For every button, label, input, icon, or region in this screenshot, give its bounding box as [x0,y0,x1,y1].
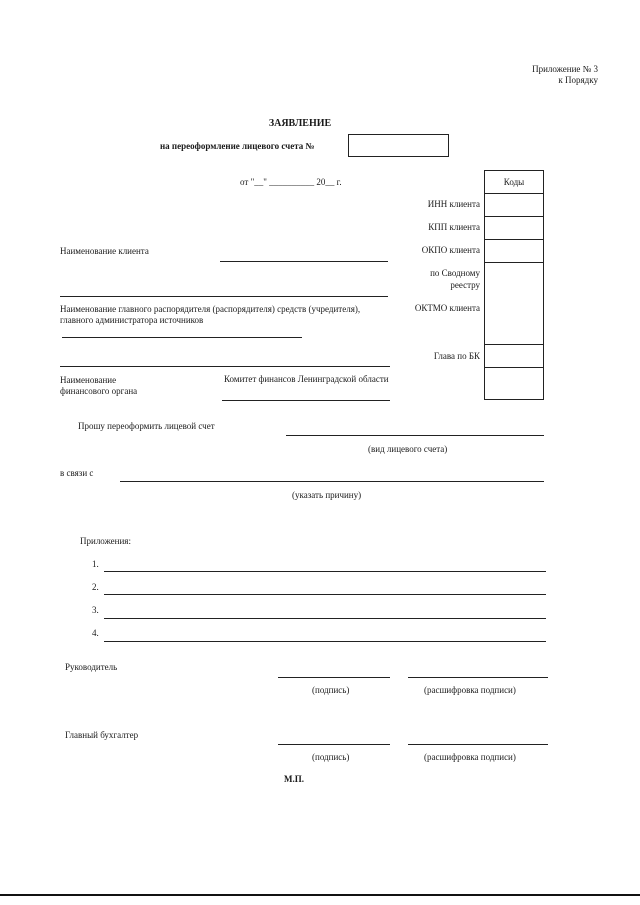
label-inn: ИНН клиента [427,199,480,209]
appendix-number: Приложение № 3 [532,64,598,74]
client-name-line[interactable] [220,261,388,262]
accountant-decode-line[interactable] [408,744,548,745]
fin-organ-value: Комитет финансов Ленинградской области [224,374,389,384]
reason-line[interactable] [120,481,544,482]
hint-reason: (указать причину) [292,490,362,500]
attachments-label: Приложения: [80,536,131,546]
attachment-line-2[interactable] [104,594,546,595]
code-cell-inn[interactable] [485,193,543,194]
label-fin-organ-2: финансового органа [60,386,138,396]
accountant-hint-decode: (расшифровка подписи) [424,752,516,762]
reason-label: в связи с [60,468,94,478]
label-kpp: КПП клиента [428,222,480,232]
label-fin-organ-1: Наименование [60,375,117,385]
codes-column [484,170,544,400]
attachment-line-1[interactable] [104,571,546,572]
attachment-number-2: 2. [92,582,99,592]
account-type-line[interactable] [286,435,544,436]
head-hint-decode: (расшифровка подписи) [424,685,516,695]
form-title: ЗАЯВЛЕНИЕ [268,118,332,129]
label-register-2: реестру [450,280,480,290]
attachment-line-3[interactable] [104,618,546,619]
label-okpo: ОКПО клиента [421,245,480,255]
attachment-line-4[interactable] [104,641,546,642]
request-text: Прошу переоформить лицевой счет [78,421,215,431]
codes-header: Коды [503,177,525,187]
attachment-number-4: 4. [92,628,99,638]
date-line: от "__" __________ 20__ г. [240,177,342,187]
code-cell-register[interactable] [485,262,543,263]
label-head: Руководитель [65,662,118,672]
attachment-number-3: 3. [92,605,99,615]
account-number-field[interactable] [348,134,449,157]
label-grbs: Наименование главного распорядителя (распорядителя) средств (учредителя), главного администратора источников [60,304,361,325]
fin-organ-line [222,400,390,401]
grbs-line[interactable] [62,337,302,338]
accountant-hint-signature: (подпись) [312,752,350,762]
head-decode-line[interactable] [408,677,548,678]
grbs-line-2[interactable] [60,366,390,367]
head-hint-signature: (подпись) [312,685,350,695]
code-cell-kpp[interactable] [485,216,543,217]
form-subtitle: на переоформление лицевого счета № [160,141,315,151]
label-accountant: Главный бухгалтер [65,730,139,740]
page-bottom-rule [0,894,640,896]
label-oktmo: ОКТМО клиента [414,303,480,313]
attachment-number-1: 1. [92,559,99,569]
stamp-mark: М.П. [284,774,304,784]
appendix-order: к Порядку [558,75,598,85]
label-glava: Глава по БК [433,351,480,361]
head-signature-line[interactable] [278,677,390,678]
code-cell-okpo[interactable] [485,239,543,240]
label-register-1: по Сводному [430,268,480,278]
code-cell-bottom [485,367,543,368]
code-cell-glava[interactable] [485,344,543,345]
hint-account-type: (вид лицевого счета) [368,444,448,454]
client-name-line-2[interactable] [60,296,388,297]
label-client-name: Наименование клиента [60,246,149,256]
accountant-signature-line[interactable] [278,744,390,745]
